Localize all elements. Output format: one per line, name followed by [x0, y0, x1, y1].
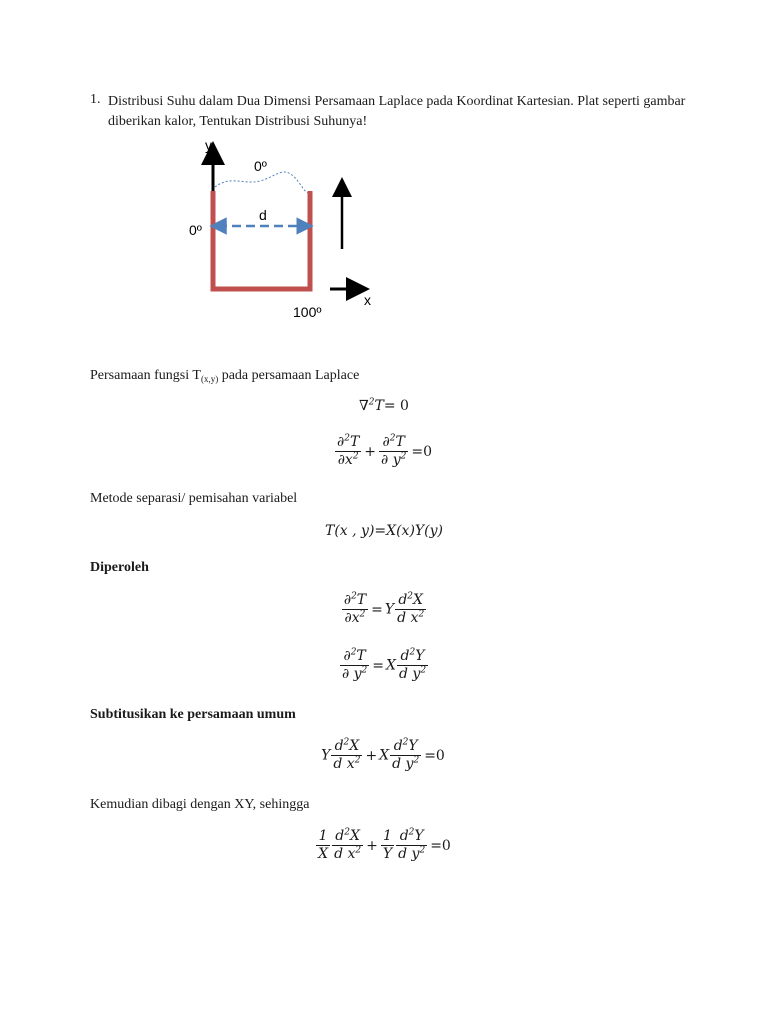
equation-d2x: $\frac{\partial^2T}{\partial x^2}$ = Y $\frac{d^2X}{d x^2}$	[343, 591, 425, 626]
section-separation: Metode separasi/ pemisahan variabel	[90, 491, 298, 506]
question-text	[108, 92, 685, 132]
section-laplace-sub: (x,y)	[200, 374, 219, 384]
bottom-temp-label: 100º	[293, 304, 322, 320]
section-laplace-text: Persamaan fungsi T	[90, 368, 201, 383]
plate-diagram	[180, 135, 400, 330]
top-boundary	[215, 172, 310, 193]
heading-diperoleh: Diperoleh	[90, 560, 149, 575]
equation-laplace-expanded: $\frac{\partial^2T}{\partial x^2}$ + $\frac{\partial^2T}{\partial y^2}$ =0	[336, 433, 433, 468]
plate-walls	[213, 191, 310, 289]
section-laplace-intro	[90, 366, 359, 389]
left-temp-label: 0º	[189, 222, 202, 238]
equation-divided: $\frac{1}{X}$ $\frac{d^2X}{d x^2}$ + $\frac{1}{Y}$ $\frac{d^2Y}{d y^2}$ =0	[318, 827, 451, 862]
width-label: d	[259, 207, 267, 223]
equation-laplace: ∇$^2$T= 0	[359, 397, 409, 414]
x-axis-label: x	[364, 292, 371, 308]
question-line-1: Distribusi Suhu dalam Dua Dimensi Persamaan Laplace pada Koordinat Kartesian. Plat seperti gambar	[108, 94, 686, 109]
section-divide: Kemudian dibagi dengan XY, sehingga	[90, 797, 310, 812]
question-line-2: diberikan kalor, Tentukan Distribusi Suhunya!	[108, 114, 368, 129]
equation-d2y: $\frac{\partial^2T}{\partial y^2}$ = X $\frac{d^2Y}{d y^2}$	[341, 647, 427, 682]
heading-subtitusikan: Subtitusikan ke persamaan umum	[90, 707, 296, 722]
question-number: 1.	[90, 92, 101, 107]
section-laplace-after: pada persamaan Laplace	[218, 368, 360, 383]
y-axis-label: y	[205, 137, 212, 153]
equation-substituted: Y $\frac{d^2X}{d x^2}$ + X $\frac{d^2Y}{d y^2}$ =0	[321, 737, 445, 772]
top-temp-label: 0º	[254, 158, 267, 174]
equation-separation: T(x , y)=X(x)Y(y)	[324, 523, 443, 539]
